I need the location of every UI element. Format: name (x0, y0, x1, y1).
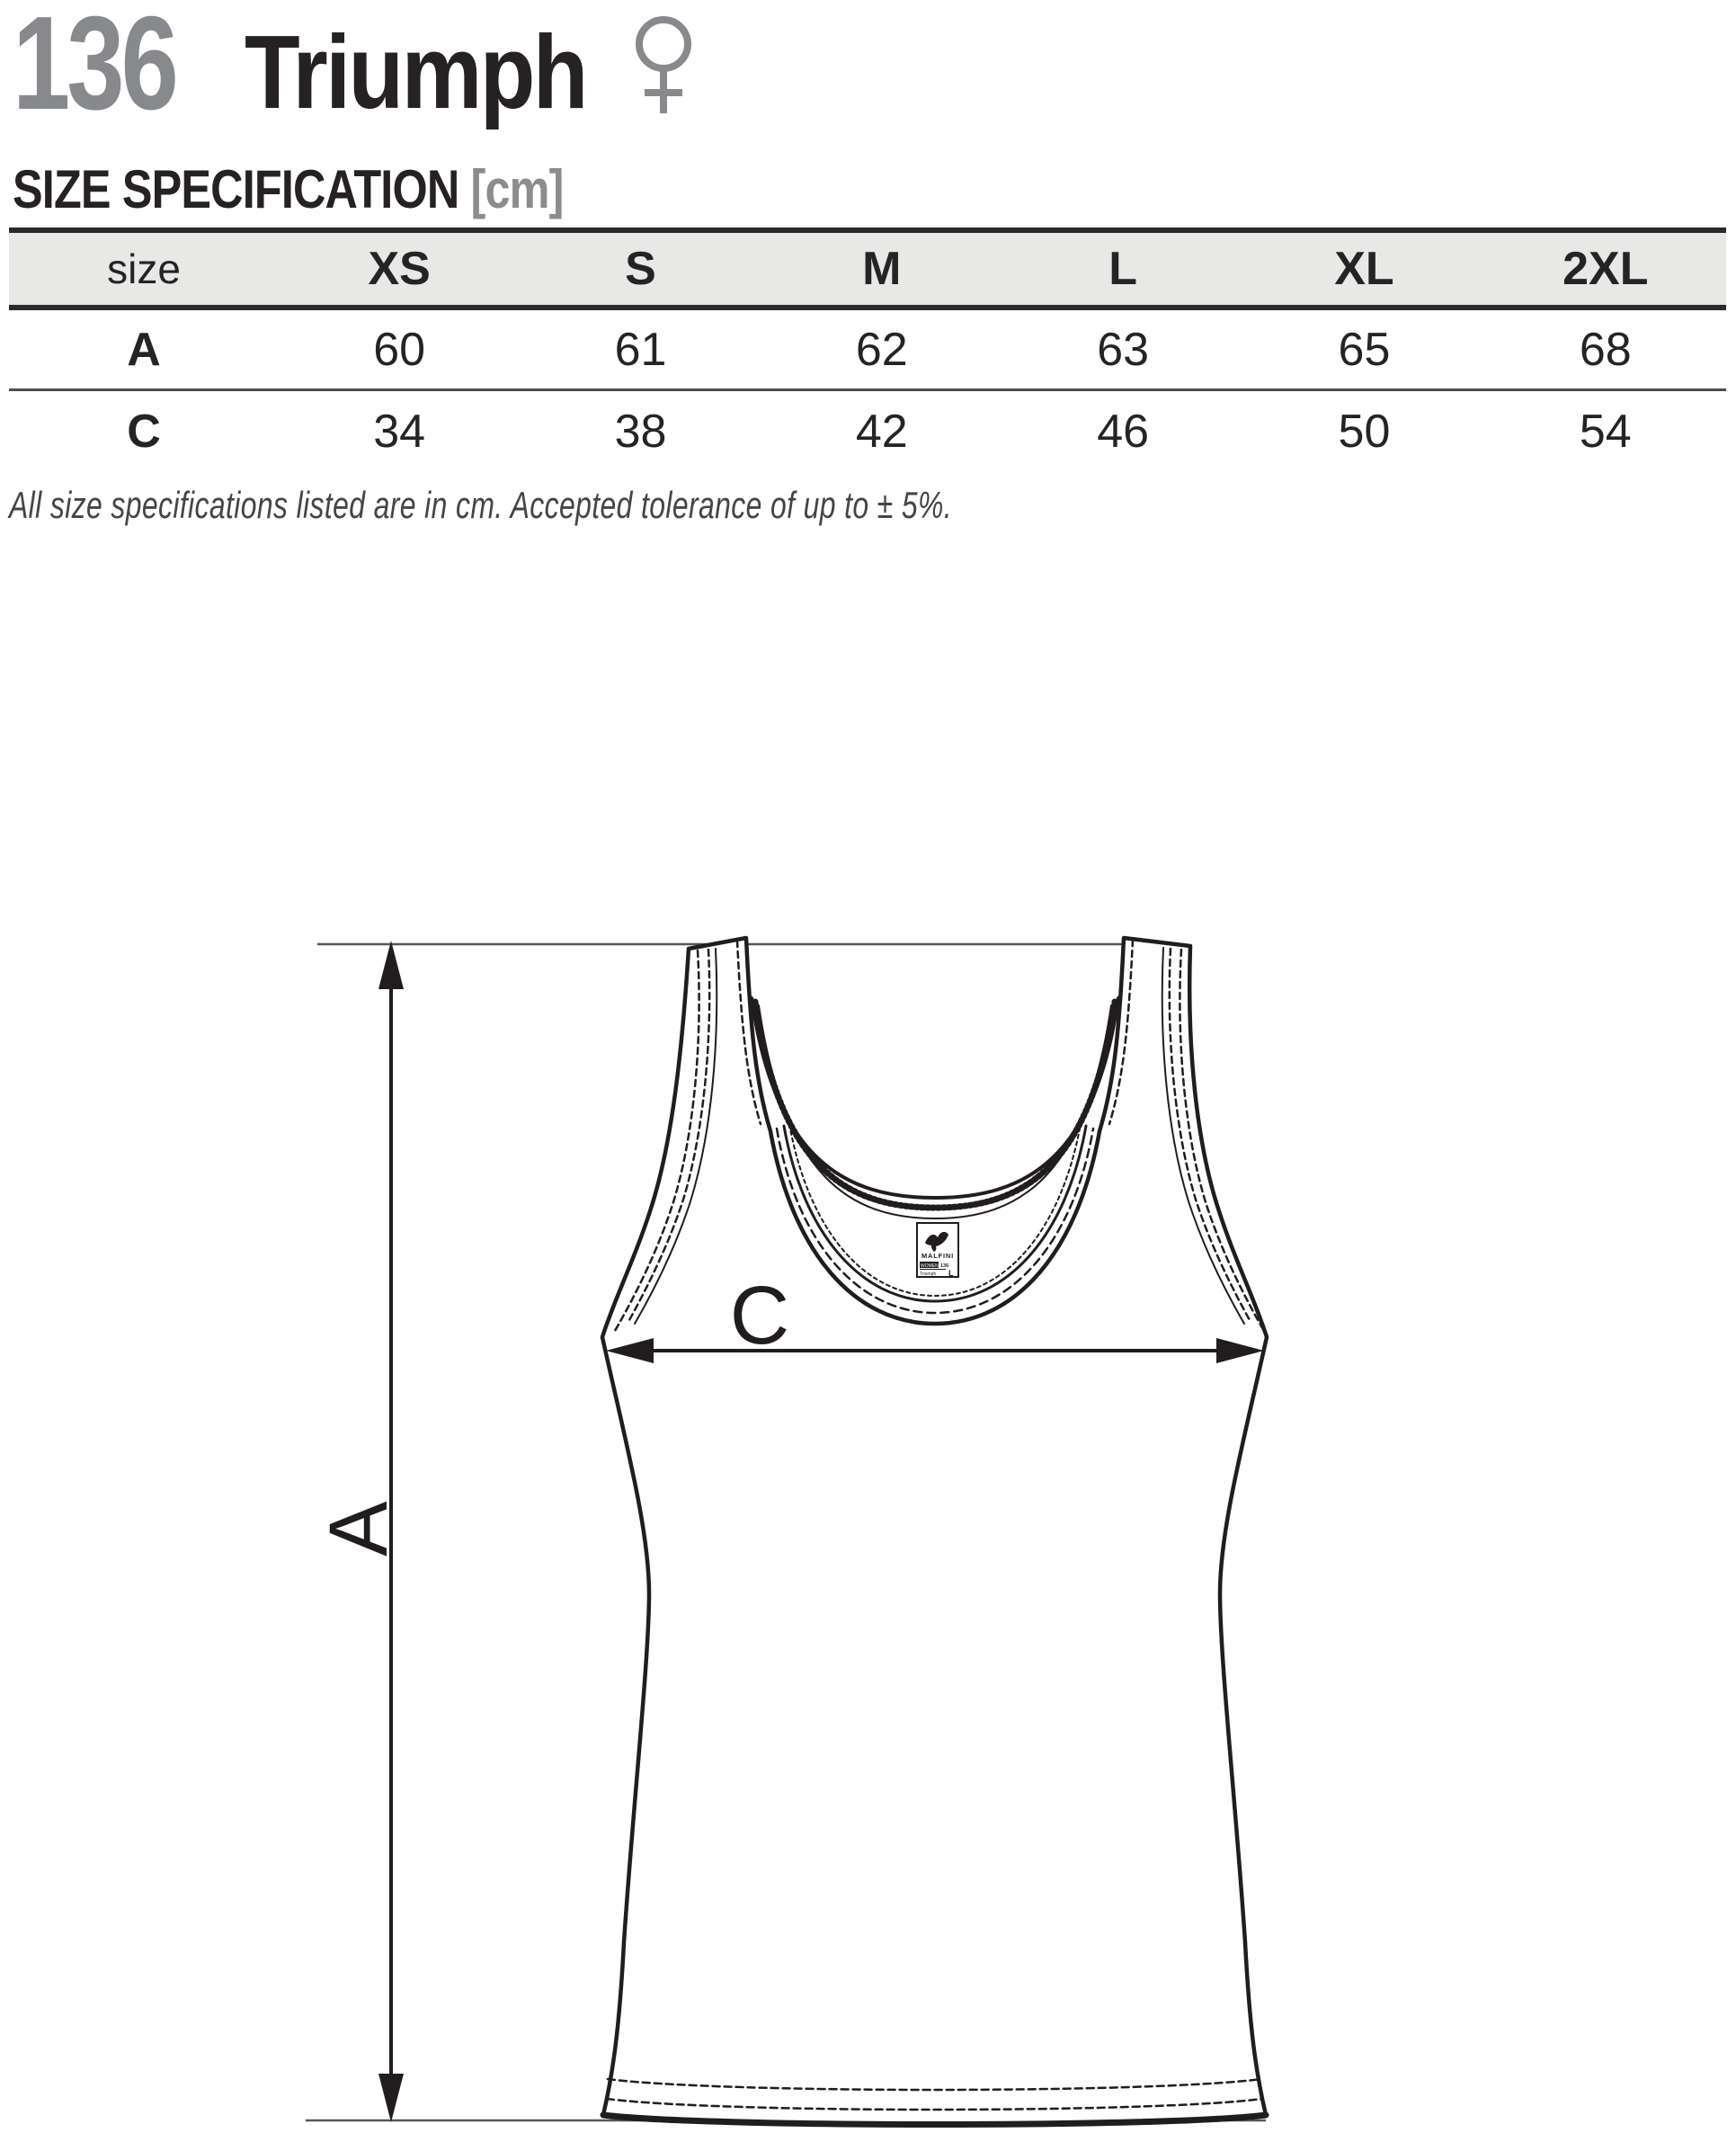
table-row-c (9, 391, 1726, 472)
table-row-a (9, 310, 1726, 391)
row-c-xs: 34 (373, 406, 426, 458)
tolerance-note: All size specifications listed are in cm. Accepted tolerance of up to ± 5%. (9, 484, 953, 526)
row-c-m: 42 (855, 406, 908, 458)
arrow-up-icon (378, 941, 404, 989)
col-header-size: size (107, 245, 181, 292)
tank-top-outline (602, 938, 1267, 2125)
row-a-xl: 65 (1338, 323, 1391, 376)
row-a-m: 62 (855, 323, 908, 376)
row-c-xl: 50 (1338, 406, 1391, 458)
row-c-s: 38 (614, 406, 667, 458)
col-header-2xl: 2XL (1562, 243, 1649, 295)
row-a-s: 61 (614, 323, 667, 376)
col-header-xs: XS (368, 243, 431, 295)
row-a-2xl: 68 (1579, 323, 1632, 376)
row-a-l: 63 (1097, 323, 1150, 376)
care-label-name: Triumph (920, 1272, 937, 1277)
col-header-s: S (625, 243, 656, 295)
size-spec-title-text: SIZE SPECIFICATION (13, 159, 459, 219)
dimension-a-label: A (313, 1501, 405, 1557)
row-c-2xl: 54 (1579, 406, 1632, 458)
care-label (917, 1223, 958, 1278)
dimension-c-label: C (729, 1270, 790, 1361)
dimension-a (313, 941, 405, 2122)
size-spec-title (13, 158, 668, 220)
female-icon (628, 16, 696, 119)
care-label-code: 136 (940, 1263, 949, 1269)
size-spec-table (9, 228, 1726, 472)
row-c-label: C (127, 406, 161, 458)
care-label-brand: MALFINI (921, 1252, 955, 1260)
product-name: Triumph (244, 13, 586, 131)
care-label-line1: WOMEN (921, 1263, 939, 1269)
row-a-xs: 60 (373, 323, 426, 376)
size-table-header-row (9, 228, 1726, 310)
arrow-down-icon (378, 2074, 404, 2122)
garment-diagram (0, 935, 1736, 2129)
col-header-m: M (862, 243, 902, 295)
size-spec-unit: [cm] (470, 159, 564, 219)
row-a-label: A (127, 323, 161, 376)
care-label-size: L (948, 1269, 954, 1278)
product-code: 136 (13, 0, 175, 138)
product-header (13, 0, 696, 138)
col-header-xl: XL (1334, 243, 1394, 295)
col-header-l: L (1108, 243, 1138, 295)
row-c-l: 46 (1097, 406, 1150, 458)
